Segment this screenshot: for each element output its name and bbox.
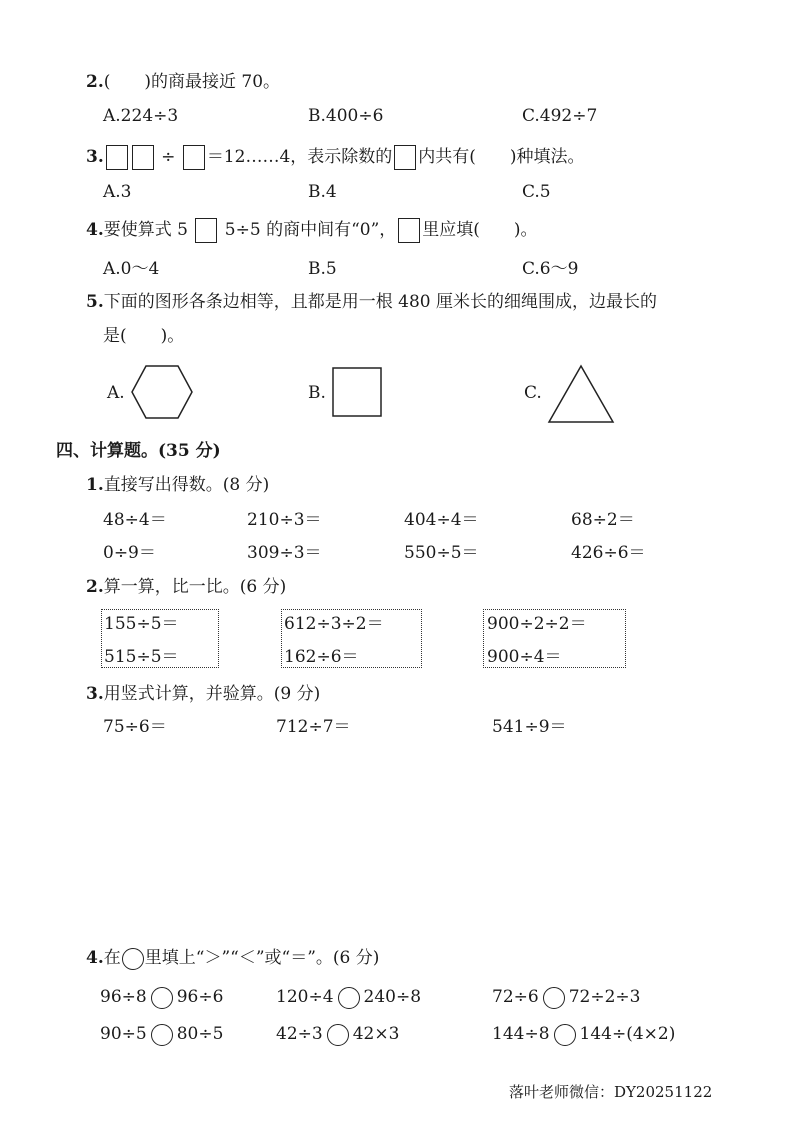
question-3 <box>86 144 585 170</box>
right-expr: 96÷6 <box>176 987 224 1007</box>
question-number: 5. <box>86 292 104 312</box>
question-5 <box>86 292 657 312</box>
question-number: 1. <box>86 475 104 495</box>
option-a[interactable]: A. <box>107 383 125 403</box>
blank-box[interactable] <box>106 145 128 170</box>
calc-item: 162÷6＝ <box>284 647 359 667</box>
question-text: 用竖式计算，并验算。(9 分) <box>103 684 321 704</box>
right-expr: 144÷(4×2) <box>579 1024 676 1044</box>
compare-circle[interactable] <box>327 1024 349 1046</box>
left-expr: 120÷4 <box>276 987 334 1007</box>
question-stem: ( )的商最接近 70。 <box>103 72 281 92</box>
calc-item: 0÷9＝ <box>103 543 156 563</box>
question-number: 2. <box>86 72 104 92</box>
right-expr: 72÷2÷3 <box>568 987 641 1007</box>
right-expr: 240÷8 <box>363 987 422 1007</box>
calc-item: 210÷3＝ <box>247 510 322 530</box>
question-number: 4. <box>86 948 104 968</box>
question-text: 算一算，比一比。(6 分) <box>103 577 287 597</box>
left-expr: 96÷8 <box>100 987 147 1007</box>
calc-item: 900÷4＝ <box>487 647 562 667</box>
option-a[interactable]: A.224÷3 <box>103 106 179 126</box>
calc-item: 404÷4＝ <box>404 510 479 530</box>
compare-circle[interactable] <box>554 1024 576 1046</box>
subquestion-1-title <box>86 475 269 495</box>
subquestion-2-title <box>86 577 286 597</box>
question-text: 在 <box>103 948 121 968</box>
calc-item: 155÷5＝ <box>104 614 179 634</box>
compare-item <box>492 985 640 1009</box>
option-b[interactable]: B.400÷6 <box>308 106 384 126</box>
calc-item: 309÷3＝ <box>247 543 322 563</box>
left-expr: 42÷3 <box>276 1024 323 1044</box>
question-text: 里填上“＞”“＜”或“＝”。(6 分) <box>144 948 380 968</box>
compare-item <box>276 985 421 1009</box>
right-expr: 42×3 <box>352 1024 400 1044</box>
option-c[interactable]: C.5 <box>522 182 551 202</box>
calc-item: 612÷3÷2＝ <box>284 614 384 634</box>
calc-item: 68÷2＝ <box>571 510 635 530</box>
option-b[interactable]: B. <box>308 383 326 403</box>
option-a[interactable]: A.3 <box>103 182 132 202</box>
calc-item: 75÷6＝ <box>103 717 167 737</box>
compare-circle[interactable] <box>151 987 173 1009</box>
compare-item <box>100 1022 223 1046</box>
square-icon <box>332 367 382 417</box>
question-text: 里应填( )。 <box>422 220 538 240</box>
question-text: ＝12……4，表示除数的 <box>206 147 393 167</box>
question-text: 5÷5 的商中间有“0”， <box>224 220 397 240</box>
calc-item: 550÷5＝ <box>404 543 479 563</box>
blank-box[interactable] <box>132 145 154 170</box>
blank-box[interactable] <box>394 145 416 170</box>
question-number: 3. <box>86 147 104 167</box>
option-b[interactable]: B.4 <box>308 182 337 202</box>
question-stem-line2: 是( )。 <box>103 326 185 346</box>
question-number: 3. <box>86 684 104 704</box>
left-expr: 72÷6 <box>492 987 539 1007</box>
circle-icon <box>122 948 144 970</box>
right-expr: 80÷5 <box>176 1024 224 1044</box>
calc-item: 712÷7＝ <box>276 717 351 737</box>
option-c[interactable]: C.6～9 <box>522 259 579 279</box>
compare-circle[interactable] <box>151 1024 173 1046</box>
question-text: 要使算式 5 <box>103 220 188 240</box>
calc-item: 48÷4＝ <box>103 510 167 530</box>
question-text: 内共有( )种填法。 <box>418 147 585 167</box>
calc-item: 515÷5＝ <box>104 647 179 667</box>
compare-circle[interactable] <box>543 987 565 1009</box>
subquestion-3-title <box>86 684 320 704</box>
hexagon-icon <box>130 364 194 420</box>
footer-watermark: 落叶老师微信：DY20251122 <box>509 1083 713 1101</box>
option-c[interactable]: C. <box>524 383 542 403</box>
question-number: 4. <box>86 220 104 240</box>
question-number: 2. <box>86 577 104 597</box>
triangle-icon <box>547 364 615 424</box>
subquestion-4-title <box>86 946 379 970</box>
option-b[interactable]: B.5 <box>308 259 337 279</box>
blank-box[interactable] <box>195 218 217 243</box>
blank-box[interactable] <box>183 145 205 170</box>
calc-item: 541÷9＝ <box>492 717 567 737</box>
compare-item <box>100 985 223 1009</box>
question-text: ÷ <box>161 147 176 167</box>
question-text: 直接写出得数。(8 分) <box>103 475 270 495</box>
compare-item <box>492 1022 675 1046</box>
blank-box[interactable] <box>398 218 420 243</box>
question-stem-line1: 下面的图形各条边相等，且都是用一根 480 厘米长的细绳围成，边最长的 <box>103 292 658 312</box>
compare-circle[interactable] <box>338 987 360 1009</box>
section-title: 四、计算题。(35 分) <box>56 441 221 461</box>
calc-item: 426÷6＝ <box>571 543 646 563</box>
left-expr: 144÷8 <box>492 1024 550 1044</box>
question-2 <box>86 72 280 92</box>
compare-item <box>276 1022 399 1046</box>
option-c[interactable]: C.492÷7 <box>522 106 598 126</box>
left-expr: 90÷5 <box>100 1024 147 1044</box>
option-a[interactable]: A.0～4 <box>103 259 160 279</box>
question-4 <box>86 217 538 243</box>
calc-item: 900÷2÷2＝ <box>487 614 587 634</box>
